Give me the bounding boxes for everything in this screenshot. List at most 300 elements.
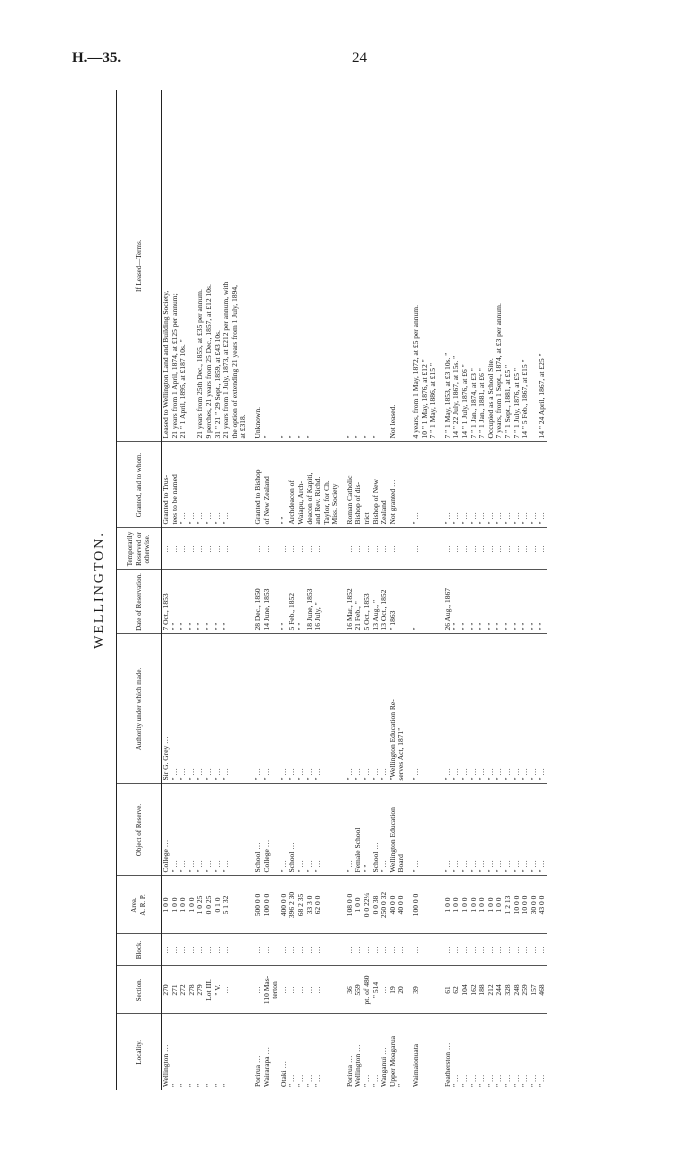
cell-section: 188 bbox=[478, 966, 487, 1014]
table-row bbox=[380, 90, 389, 1090]
cell-object: " … bbox=[530, 784, 539, 876]
cell-date: " " bbox=[461, 570, 470, 634]
cell-temp: … bbox=[538, 528, 547, 570]
cell-granted: " … bbox=[179, 442, 188, 528]
cell-object bbox=[231, 784, 240, 876]
cell-section bbox=[429, 966, 438, 1014]
cell-section: … bbox=[306, 966, 315, 1014]
cell-block bbox=[429, 934, 438, 966]
cell-terms: 21 " 1 April, 1895, at £187 10s. " bbox=[179, 90, 188, 442]
cell-terms: 14 " 5 Feb., 1867, at £15 " bbox=[521, 90, 530, 442]
cell-locality: Upper Moagarua bbox=[387, 1035, 397, 1087]
cell-block: … bbox=[521, 934, 530, 966]
cell-section: Lot III. bbox=[205, 966, 214, 1014]
cell-locality: Wellington … bbox=[161, 1044, 170, 1087]
cell-temp: … bbox=[346, 528, 355, 570]
table-row bbox=[538, 90, 547, 1090]
cell-authority: " … bbox=[380, 634, 389, 784]
cell-date: 28 Dec., 1850 bbox=[254, 570, 263, 634]
cell-date: " " bbox=[171, 570, 180, 634]
cell-area: 1 0 0 bbox=[487, 876, 496, 934]
cell-granted: " … bbox=[444, 442, 453, 528]
cell-block: … bbox=[397, 934, 406, 966]
cell-area: 1 0 0 bbox=[171, 876, 180, 934]
cell-section: 468 bbox=[538, 966, 547, 1014]
cell-object: " … bbox=[306, 784, 315, 876]
cell-block: … bbox=[389, 934, 398, 966]
cell-terms: " bbox=[280, 90, 289, 442]
cell-terms: at £318. bbox=[239, 90, 248, 442]
cell-area: 40 0 0 bbox=[389, 876, 398, 934]
cell-temp: … bbox=[470, 528, 479, 570]
cell-locality: " … bbox=[287, 1074, 297, 1087]
cell-block: … bbox=[372, 934, 381, 966]
cell-section: " V. bbox=[214, 966, 223, 1014]
cell-temp: … bbox=[171, 528, 180, 570]
cell-locality: " … bbox=[537, 1074, 547, 1087]
cell-block: … bbox=[346, 934, 355, 966]
cell-block: … bbox=[363, 934, 372, 966]
cell-authority: " … bbox=[513, 634, 522, 784]
cell-temp bbox=[397, 528, 406, 570]
cell-section bbox=[239, 966, 248, 1014]
cell-date: " " bbox=[179, 570, 188, 634]
cell-object: " … bbox=[538, 784, 547, 876]
cell-date: " " bbox=[487, 570, 496, 634]
cell-area: 5 1 32 bbox=[222, 876, 231, 934]
table-row bbox=[331, 90, 340, 1090]
cell-section: 212 bbox=[487, 966, 496, 1014]
cell-block: … bbox=[487, 934, 496, 966]
cell-terms: " bbox=[263, 90, 272, 442]
table-row bbox=[239, 90, 248, 1090]
cell-object: " … bbox=[521, 784, 530, 876]
cell-terms: 4 years, from 1 May, 1872, at £5 per annum. bbox=[412, 90, 421, 442]
cell-granted: and Rev. Richd. bbox=[314, 442, 323, 528]
cell-granted: " … bbox=[521, 442, 530, 528]
cell-date: " " bbox=[205, 570, 214, 634]
reserves-table bbox=[116, 90, 547, 1090]
cell-section bbox=[323, 966, 332, 1014]
cell-locality: " … bbox=[295, 1074, 305, 1087]
cell-section: 39 bbox=[412, 966, 421, 1014]
cell-terms bbox=[397, 90, 406, 442]
cell-block: … bbox=[205, 934, 214, 966]
cell-area bbox=[429, 876, 438, 934]
cell-granted: " … bbox=[504, 442, 513, 528]
table-row bbox=[363, 90, 372, 1090]
cell-locality: " … bbox=[304, 1074, 314, 1087]
cell-terms: " bbox=[288, 90, 297, 442]
cell-block bbox=[421, 934, 430, 966]
cell-locality: Wellington … bbox=[353, 1044, 363, 1087]
cell-area: 0 0 25 bbox=[205, 876, 214, 934]
cell-date: " 1863 bbox=[389, 570, 398, 634]
cell-area: 0 1 0 bbox=[214, 876, 223, 934]
cell-terms: 31 " 21 " 29 Sept., 1859, at £43 10s. bbox=[214, 90, 223, 442]
cell-granted: tees to be named bbox=[171, 442, 180, 528]
cell-authority: " … bbox=[461, 634, 470, 784]
cell-locality: " … bbox=[528, 1074, 538, 1087]
table-row bbox=[314, 90, 323, 1090]
cell-area bbox=[231, 876, 240, 934]
cell-block: … bbox=[478, 934, 487, 966]
cell-object: " … bbox=[487, 784, 496, 876]
cell-authority: " … bbox=[504, 634, 513, 784]
cell-locality: " … bbox=[468, 1074, 478, 1087]
table-row bbox=[530, 90, 539, 1090]
cell-block: … bbox=[263, 934, 272, 966]
cell-locality: " bbox=[195, 1083, 205, 1087]
cell-date: 5 Feb., 1852 bbox=[288, 570, 297, 634]
table-row bbox=[179, 90, 188, 1090]
cell-temp bbox=[429, 528, 438, 570]
table-row bbox=[470, 90, 479, 1090]
cell-area: 1 0 0 bbox=[452, 876, 461, 934]
cell-object: " … bbox=[444, 784, 453, 876]
cell-temp: … bbox=[461, 528, 470, 570]
cell-area: 1 0 0 bbox=[478, 876, 487, 934]
cell-temp: … bbox=[363, 528, 372, 570]
cell-granted: " … bbox=[452, 442, 461, 528]
cell-object: " … bbox=[380, 784, 389, 876]
cell-authority: " … bbox=[412, 634, 421, 784]
table-row bbox=[461, 90, 470, 1090]
col-section: Section. bbox=[117, 966, 162, 1014]
cell-granted bbox=[271, 442, 280, 528]
table-title: WELLINGTON. bbox=[92, 531, 107, 649]
cell-granted: Archdeacon of bbox=[288, 442, 297, 528]
cell-temp: … bbox=[504, 528, 513, 570]
table-row bbox=[263, 90, 272, 1090]
cell-temp: … bbox=[222, 528, 231, 570]
cell-section: … bbox=[254, 966, 263, 1014]
cell-granted bbox=[231, 442, 240, 528]
cell-authority: " … bbox=[538, 634, 547, 784]
cell-authority bbox=[323, 634, 332, 784]
cell-locality: " bbox=[169, 1083, 179, 1087]
cell-terms: 14 " 1 July, 1876, at £6 " bbox=[461, 90, 470, 442]
cell-area: 30 0 0 bbox=[530, 876, 539, 934]
cell-area: 33 3 0 bbox=[306, 876, 315, 934]
cell-granted: Taylor, for Ch. bbox=[323, 442, 332, 528]
cell-terms: 7 " 1 May, 1853, at £3 10s. " bbox=[444, 90, 453, 442]
cell-area: 0 0 22¼ bbox=[363, 876, 372, 934]
cell-block: … bbox=[254, 934, 263, 966]
cell-section: 272 bbox=[179, 966, 188, 1014]
cell-locality bbox=[331, 1014, 340, 1090]
cell-terms: 7 " 1 Jan., 1874, at £3 " bbox=[470, 90, 479, 442]
cell-authority: " … bbox=[346, 634, 355, 784]
cell-terms: " bbox=[363, 90, 372, 442]
cell-object: " … bbox=[205, 784, 214, 876]
col-terms: If Leased—Terms. bbox=[117, 90, 162, 442]
cell-authority: " … bbox=[444, 634, 453, 784]
cell-object bbox=[421, 784, 430, 876]
cell-block: … bbox=[222, 934, 231, 966]
cell-authority: " … bbox=[478, 634, 487, 784]
cell-authority: " … bbox=[196, 634, 205, 784]
table-row bbox=[231, 90, 240, 1090]
cell-object bbox=[429, 784, 438, 876]
cell-area: 1 0 0 bbox=[470, 876, 479, 934]
cell-date: " " bbox=[530, 570, 539, 634]
cell-temp bbox=[323, 528, 332, 570]
cell-locality: " … bbox=[370, 1074, 380, 1087]
cell-authority: " … bbox=[222, 634, 231, 784]
cell-granted: Bishop of New bbox=[372, 442, 381, 528]
cell-granted: " … bbox=[461, 442, 470, 528]
cell-section: 62 bbox=[452, 966, 461, 1014]
cell-block: … bbox=[354, 934, 363, 966]
cell-block: … bbox=[412, 934, 421, 966]
cell-locality: " bbox=[221, 1083, 231, 1087]
table-row bbox=[478, 90, 487, 1090]
table-row bbox=[214, 90, 223, 1090]
cell-locality bbox=[323, 1014, 332, 1090]
cell-granted: " … bbox=[188, 442, 197, 528]
cell-locality: " bbox=[186, 1083, 196, 1087]
cell-locality: " … bbox=[451, 1074, 461, 1087]
cell-terms: 14 " 22 July, 1867, at 15s. " bbox=[452, 90, 461, 442]
cell-granted: " " bbox=[280, 442, 289, 528]
cell-granted: Granted to Bishop bbox=[254, 442, 263, 528]
cell-block: … bbox=[196, 934, 205, 966]
cell-object: " … bbox=[461, 784, 470, 876]
cell-block: … bbox=[188, 934, 197, 966]
cell-granted: " … bbox=[205, 442, 214, 528]
cell-block bbox=[239, 934, 248, 966]
cell-date: " " bbox=[495, 570, 504, 634]
page-number: 24 bbox=[352, 50, 367, 66]
cell-locality: " … bbox=[313, 1074, 323, 1087]
cell-granted: " … bbox=[196, 442, 205, 528]
cell-object: Board bbox=[397, 784, 406, 876]
cell-locality: " … bbox=[477, 1074, 487, 1087]
cell-block: … bbox=[306, 934, 315, 966]
cell-temp: … bbox=[513, 528, 522, 570]
cell-granted: Not granted … bbox=[389, 442, 398, 528]
table-body bbox=[162, 90, 547, 1090]
col-area bbox=[117, 876, 162, 934]
cell-temp: … bbox=[354, 528, 363, 570]
cell-section: … bbox=[297, 966, 306, 1014]
cell-authority: " … bbox=[354, 634, 363, 784]
cell-authority: " … bbox=[188, 634, 197, 784]
cell-object: School … bbox=[372, 784, 381, 876]
table-row bbox=[487, 90, 496, 1090]
cell-object: School … bbox=[288, 784, 297, 876]
cell-locality: Porirua … bbox=[344, 1055, 354, 1087]
cell-temp: … bbox=[478, 528, 487, 570]
cell-object: College … bbox=[162, 784, 171, 876]
cell-block: … bbox=[504, 934, 513, 966]
cell-section: 271 bbox=[171, 966, 180, 1014]
cell-block: … bbox=[214, 934, 223, 966]
cell-section: 270 bbox=[162, 966, 171, 1014]
cell-section: … bbox=[222, 966, 231, 1014]
cell-object: " … bbox=[222, 784, 231, 876]
cell-object: " … bbox=[188, 784, 197, 876]
cell-temp: … bbox=[205, 528, 214, 570]
cell-date: 26 Aug., 1867 bbox=[444, 570, 453, 634]
cell-temp: … bbox=[380, 528, 389, 570]
cell-locality: Featherston … bbox=[442, 1042, 452, 1087]
cell-object: Wellington Education bbox=[389, 784, 398, 876]
cell-object: " … bbox=[171, 784, 180, 876]
cell-date bbox=[397, 570, 406, 634]
table-row bbox=[521, 90, 530, 1090]
cell-locality bbox=[421, 1014, 430, 1090]
cell-date: " " bbox=[478, 570, 487, 634]
cell-area: 40 0 0 bbox=[397, 876, 406, 934]
cell-object: College … bbox=[263, 784, 272, 876]
cell-temp: … bbox=[254, 528, 263, 570]
cell-area: 43 0 0 bbox=[538, 876, 547, 934]
cell-object: " " bbox=[363, 784, 372, 876]
cell-locality: " … bbox=[520, 1074, 530, 1087]
cell-authority: " … bbox=[470, 634, 479, 784]
cell-temp: … bbox=[306, 528, 315, 570]
cell-terms bbox=[323, 90, 332, 442]
cell-temp: … bbox=[372, 528, 381, 570]
cell-section: 61 bbox=[444, 966, 453, 1014]
col-locality: Locality. bbox=[117, 1014, 162, 1090]
cell-object: " … bbox=[504, 784, 513, 876]
cell-date: " " bbox=[280, 570, 289, 634]
cell-date: 5 Oct., 1853 bbox=[363, 570, 372, 634]
cell-temp bbox=[231, 528, 240, 570]
cell-authority: " … bbox=[280, 634, 289, 784]
cell-section: 19 bbox=[389, 966, 398, 1014]
cell-date: 16 July, " bbox=[314, 570, 323, 634]
table-row bbox=[188, 90, 197, 1090]
cell-terms: " bbox=[297, 90, 306, 442]
cell-section: 162 bbox=[470, 966, 479, 1014]
cell-authority: serves Act, 1871" bbox=[397, 634, 406, 784]
cell-area: 500 0 0 bbox=[254, 876, 263, 934]
cell-authority: " … bbox=[171, 634, 180, 784]
cell-date: " " bbox=[513, 570, 522, 634]
page-reference: H.—35. bbox=[72, 50, 122, 66]
cell-authority: " … bbox=[452, 634, 461, 784]
cell-area: 250 0 32 bbox=[380, 876, 389, 934]
table-row bbox=[354, 90, 363, 1090]
table-row bbox=[389, 90, 398, 1090]
cell-block: … bbox=[380, 934, 389, 966]
cell-date: " " bbox=[504, 570, 513, 634]
cell-granted bbox=[397, 442, 406, 528]
table-row bbox=[271, 90, 280, 1090]
cell-temp: … bbox=[263, 528, 272, 570]
table-header-row bbox=[117, 90, 162, 1090]
cell-terms: 7 " 1 Sept., 1881, at £5 " bbox=[504, 90, 513, 442]
cell-section: 248 bbox=[513, 966, 522, 1014]
table-row bbox=[171, 90, 180, 1090]
table-row bbox=[306, 90, 315, 1090]
cell-locality: " bbox=[178, 1083, 188, 1087]
cell-area: 396 2 30 bbox=[288, 876, 297, 934]
cell-section: 559 bbox=[354, 966, 363, 1014]
cell-section bbox=[421, 966, 430, 1014]
cell-temp: … bbox=[389, 528, 398, 570]
cell-block: … bbox=[452, 934, 461, 966]
cell-area: 1 0 0 bbox=[461, 876, 470, 934]
cell-locality: Otaki … bbox=[278, 1060, 288, 1087]
cell-section: 104 bbox=[461, 966, 470, 1014]
cell-locality: " … bbox=[485, 1074, 495, 1087]
table-row bbox=[444, 90, 453, 1090]
cell-area bbox=[239, 876, 248, 934]
cell-granted: " … bbox=[214, 442, 223, 528]
cell-granted: trict bbox=[363, 442, 372, 528]
cell-area: 1 2 13 bbox=[504, 876, 513, 934]
cell-date bbox=[331, 570, 340, 634]
cell-date: " " bbox=[297, 570, 306, 634]
cell-date: " " bbox=[196, 570, 205, 634]
cell-area bbox=[331, 876, 340, 934]
cell-section bbox=[331, 966, 340, 1014]
cell-granted: " … bbox=[412, 442, 421, 528]
cell-locality: " bbox=[396, 1083, 406, 1087]
cell-granted: " … bbox=[470, 442, 479, 528]
cell-block: … bbox=[538, 934, 547, 966]
cell-terms: 7 " 1 May, 1886, at £15 " bbox=[429, 90, 438, 442]
cell-area: 108 0 0 bbox=[346, 876, 355, 934]
cell-section: 278 bbox=[188, 966, 197, 1014]
table-row bbox=[513, 90, 522, 1090]
cell-date: " " bbox=[222, 570, 231, 634]
cell-section: … bbox=[288, 966, 297, 1014]
cell-object: " … bbox=[297, 784, 306, 876]
cell-authority: " … bbox=[254, 634, 263, 784]
cell-terms: " bbox=[372, 90, 381, 442]
cell-block bbox=[323, 934, 332, 966]
cell-authority: " … bbox=[487, 634, 496, 784]
cell-terms: " bbox=[306, 90, 315, 442]
cell-granted: " … bbox=[478, 442, 487, 528]
cell-block: … bbox=[171, 934, 180, 966]
table-row bbox=[205, 90, 214, 1090]
cell-block: … bbox=[444, 934, 453, 966]
cell-area: 100 0 0 bbox=[263, 876, 272, 934]
col-area-label: Area. bbox=[130, 897, 139, 913]
cell-locality: Wairarapa … bbox=[261, 1047, 271, 1087]
table-row bbox=[412, 90, 421, 1090]
cell-area: 1 0 25 bbox=[196, 876, 205, 934]
cell-locality bbox=[429, 1014, 438, 1090]
cell-granted bbox=[421, 442, 430, 528]
cell-area: 62 0 0 bbox=[314, 876, 323, 934]
table-row bbox=[162, 90, 171, 1090]
cell-authority bbox=[231, 634, 240, 784]
cell-granted bbox=[429, 442, 438, 528]
cell-locality: " … bbox=[502, 1074, 512, 1087]
table-row bbox=[452, 90, 461, 1090]
cell-terms: 21 years from 25th Dec., 1855, at £35 per annum. bbox=[196, 90, 205, 442]
cell-authority bbox=[239, 634, 248, 784]
cell-authority: " … bbox=[297, 634, 306, 784]
cell-terms bbox=[331, 90, 340, 442]
cell-date: " " bbox=[452, 570, 461, 634]
cell-section: … bbox=[280, 966, 289, 1014]
cell-terms: Unknown. bbox=[254, 90, 263, 442]
cell-terms: 9 perches, 21 years from 25 Dec., 1857, at £12 10s. bbox=[205, 90, 214, 442]
rotated-table-region bbox=[90, 90, 610, 1090]
cell-terms: " bbox=[354, 90, 363, 442]
cell-temp: … bbox=[521, 528, 530, 570]
cell-object: " … bbox=[280, 784, 289, 876]
